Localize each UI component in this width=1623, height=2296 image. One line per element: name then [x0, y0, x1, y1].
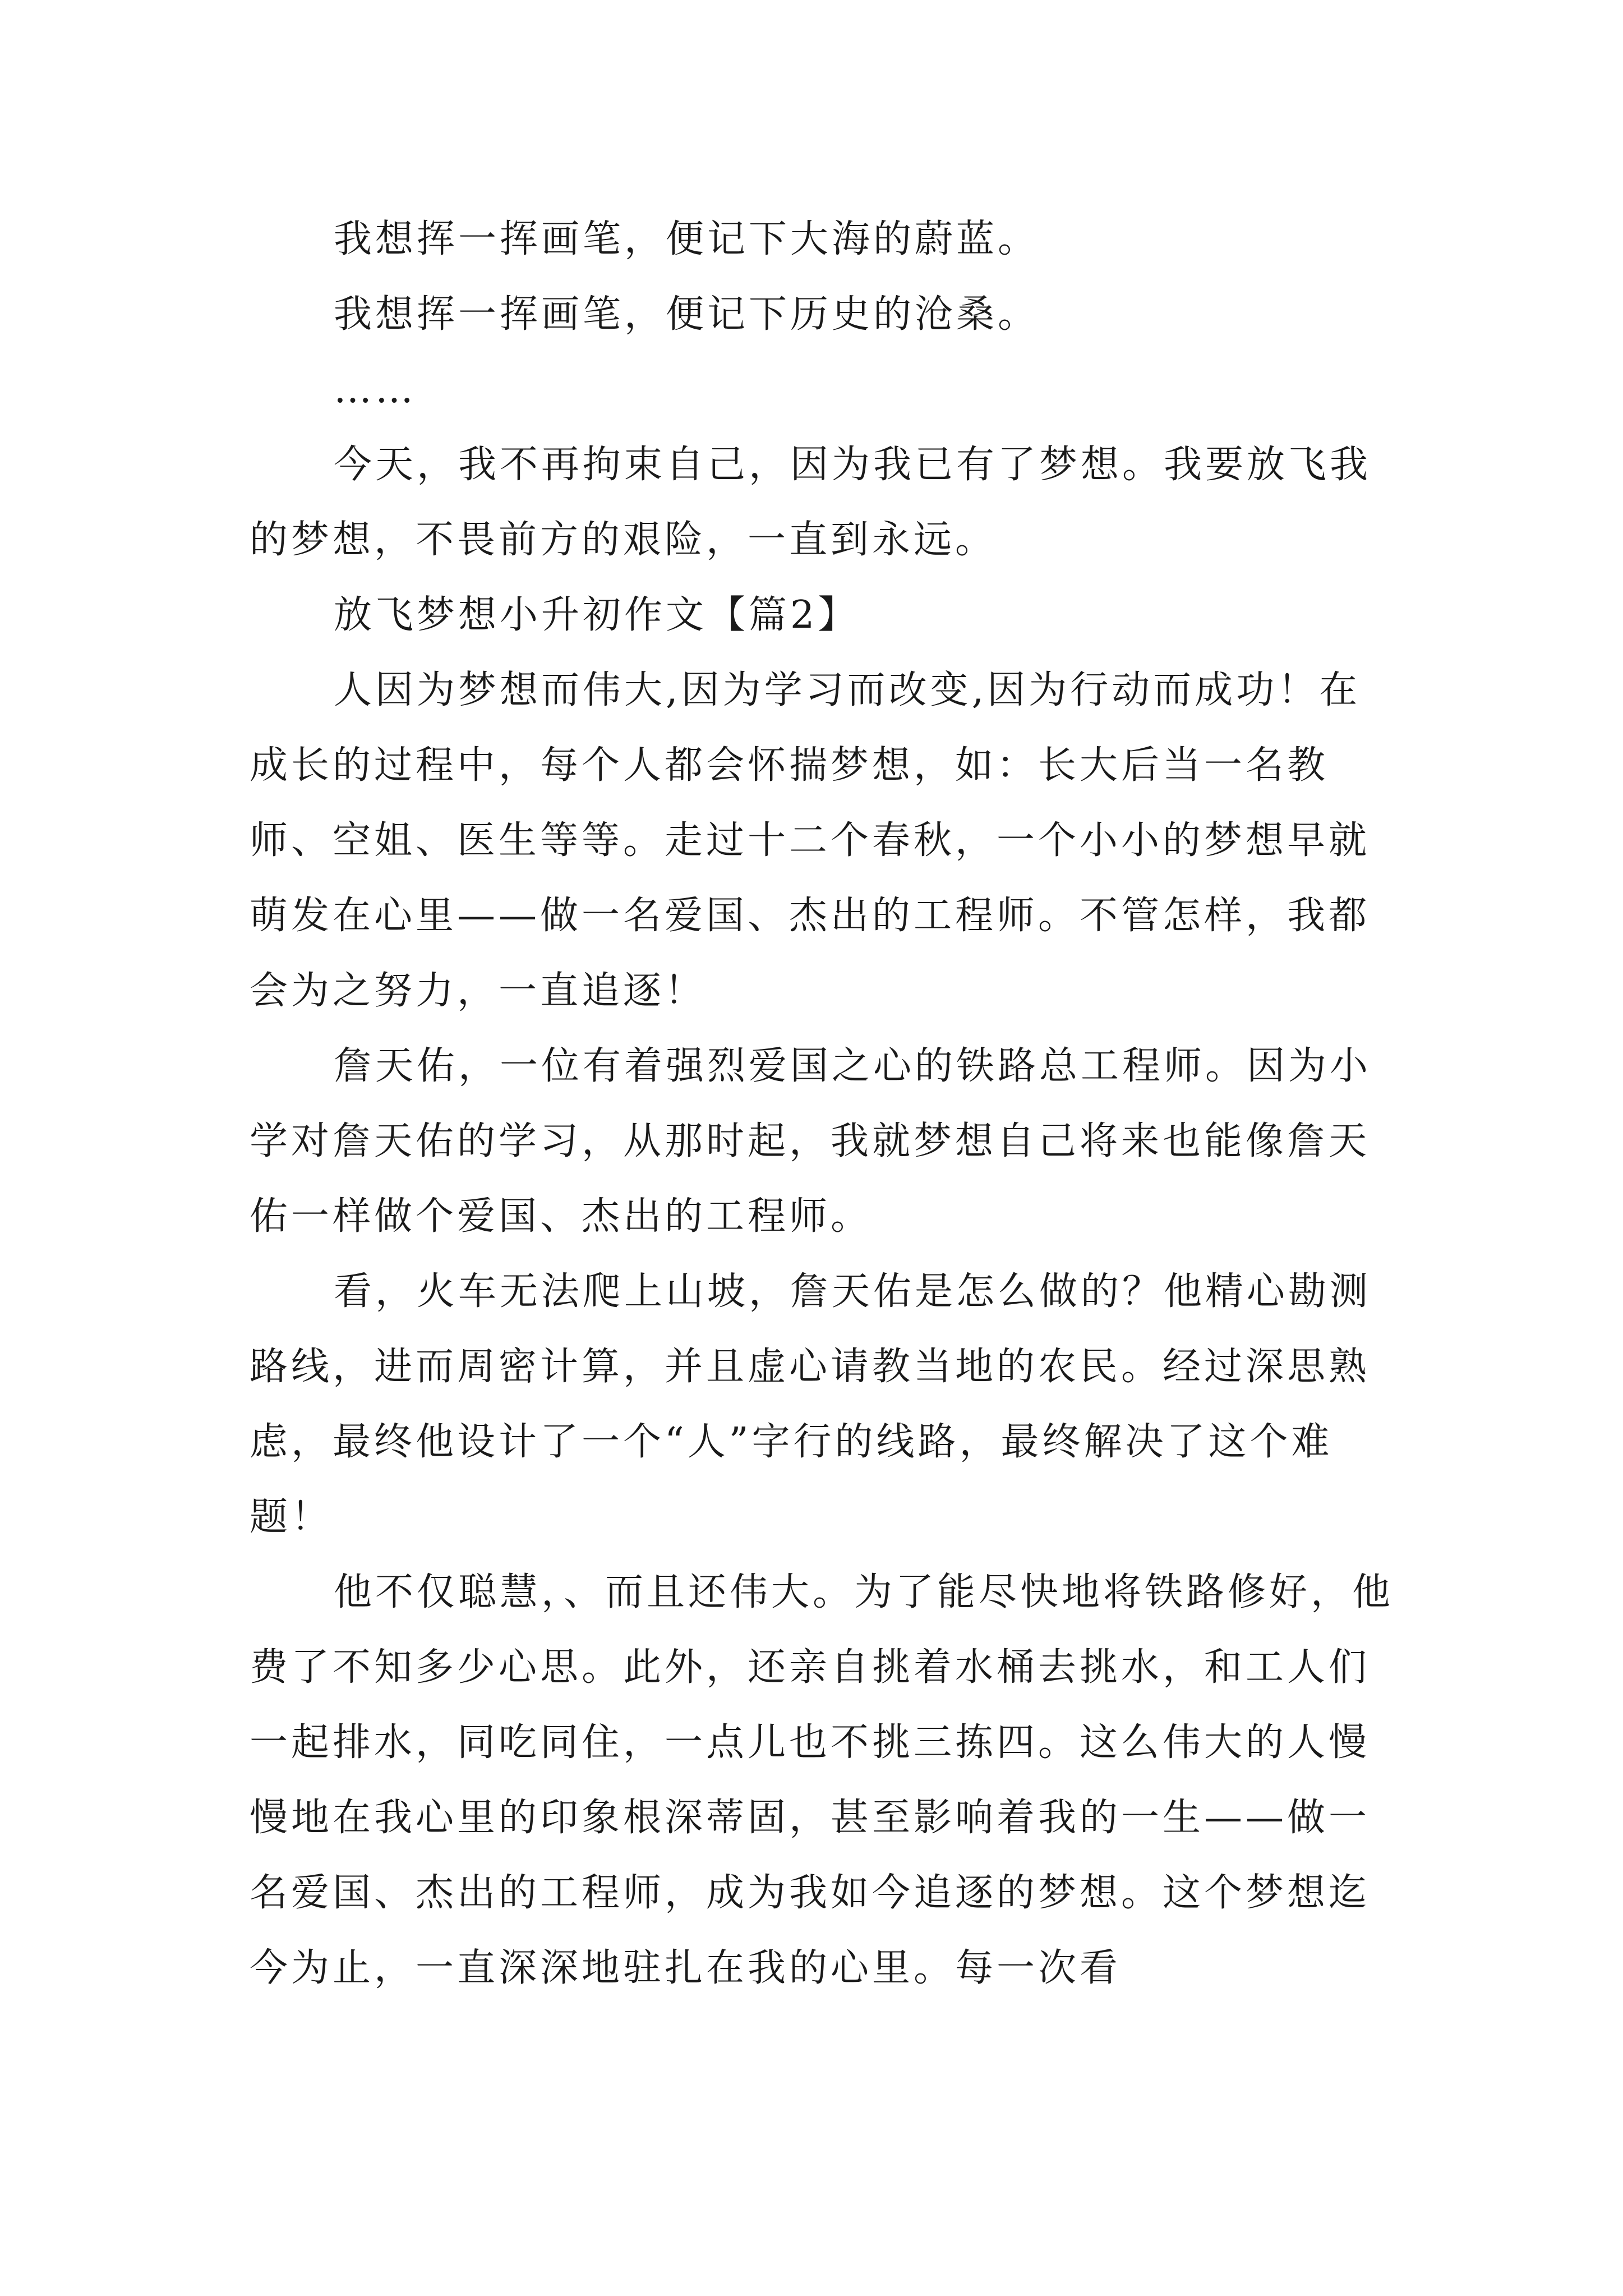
paragraph-1: 我想挥一挥画笔，便记下大海的蔚蓝。: [334, 217, 1040, 261]
section-heading: 放飞梦想小升初作文【篇2】: [334, 593, 860, 637]
document-body: [250, 202, 1394, 2006]
paragraph-6: 看，火车无法爬上山坡，詹天佑是怎么做的？他精心勘测路线，进而周密计算，并且虚心请教当地的农民。经过深思熟虑，最终他设计了一个“人”字行的线路，最终解决了这个难题！: [250, 1269, 1372, 1539]
paragraph-2: 我想挥一挥画笔，便记下历史的沧桑。: [334, 292, 1040, 337]
paragraph-ellipsis: ……: [334, 367, 417, 412]
paragraph-3: 今天，我不再拘束自己，因为我已有了梦想。我要放飞我的梦想，不畏前方的艰险，一直到永远。: [250, 443, 1372, 562]
paragraph-5: 詹天佑，一位有着强烈爱国之心的铁路总工程师。因为小学对詹天佑的学习，从那时起，我就梦想自己将来也能像詹天佑一样做个爱国、杰出的工程师。: [250, 1044, 1372, 1239]
paragraph-4: 人因为梦想而伟大,因为学习而改变,因为行动而成功！在成长的过程中，每个人都会怀揣梦想，如：长大后当一名教师、空姐、医生等等。走过十二个春秋，一个小小的梦想早就萌发在心里——做一名爱国、杰出的工程师。不管怎样，我都会为之努力，一直追逐！: [250, 668, 1371, 1013]
paragraph-7: 他不仅聪慧，、而且还伟大。为了能尽快地将铁路修好，他费了不知多少心思。此外，还亲自挑着水桶去挑水，和工人们一起排水，同吃同住，一点儿也不挑三拣四。这么伟大的人慢慢地在我心里的印象根深蒂固，甚至影响着我的一生——做一名爱国、杰出的工程师，成为我如今追逐的梦想。这个梦想迄今为止，一直深深地驻扎在我的心里。每一次看: [250, 1570, 1394, 1990]
